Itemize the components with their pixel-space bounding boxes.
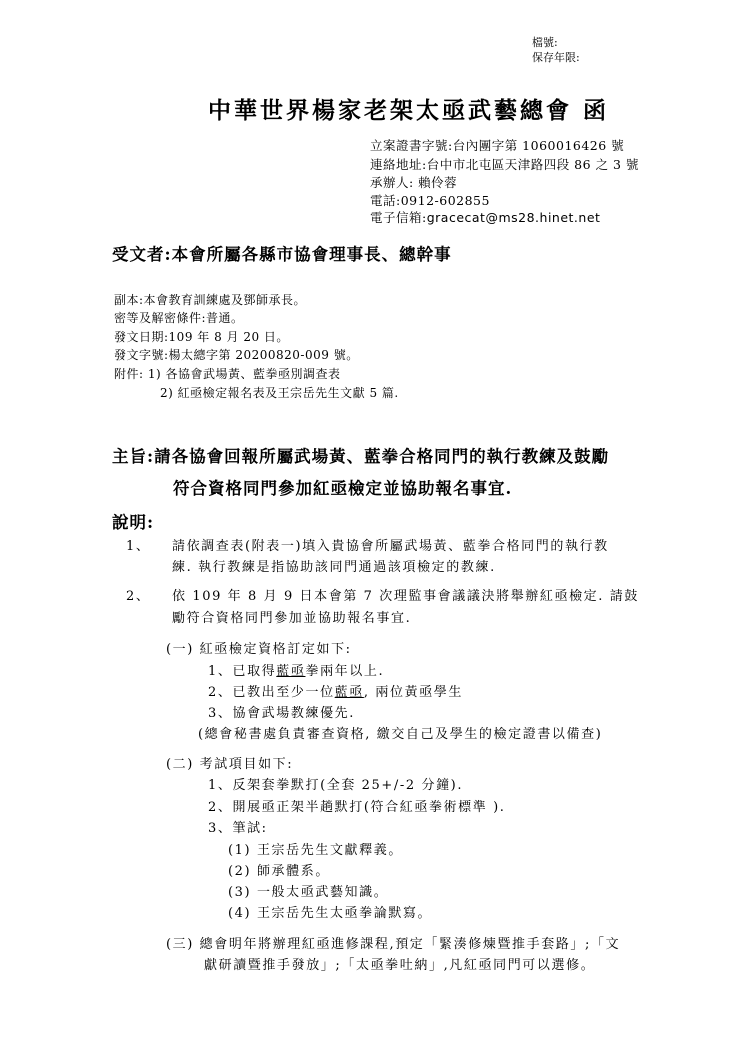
section2-item3: 3、筆試: [208, 821, 268, 836]
section1-heading: (一) 紅亟檢定資格訂定如下: [166, 642, 352, 657]
section2-heading: (二) 考試項目如下: [166, 757, 294, 772]
confidentiality-line: 密等及解密條件:普通。 [114, 311, 244, 325]
section2-subitem1: (1) 王宗岳先生文獻釋義。 [228, 843, 403, 858]
item2-line1: 依 109 年 8 月 9 日本會第 7 次理監事會議議決將舉辦紅亟檢定. 請鼓 [172, 589, 639, 604]
subject-line-2: 符合資格同門參加紅亟檢定並協助報名事宜. [173, 479, 513, 498]
file-number-label: 檔號: [532, 36, 558, 49]
section2-item2: 2、開展亟正架半趟默打(符合紅亟拳術標準 ). [208, 800, 506, 815]
item1-line2: 練. 執行教練是指協助該同門通過該項檢定的教練. [172, 560, 496, 575]
registration-number: 立案證書字號:台內團字第 1060016426 號 [370, 138, 625, 153]
section1-item1-pre: 1、已取得 [208, 664, 277, 679]
contact-handler: 承辦人: 賴伶蓉 [370, 175, 458, 190]
retention-label: 保存年限: [532, 51, 580, 64]
doc-number-line: 發文字號:楊太總字第 20200820-009 號。 [114, 348, 359, 362]
attachments-line-2: 2) 紅亟檢定報名表及王宗岳先生文獻 5 篇. [160, 386, 399, 400]
recipient: 受文者:本會所屬各縣市協會理事長、總幹事 [112, 245, 452, 264]
section1-item2-pre: 2、已教出至少一位 [208, 685, 335, 700]
section1-item1-underlined: 藍亟 [276, 664, 306, 679]
contact-phone: 電話:0912-602855 [370, 193, 490, 208]
section1-item1-post: 拳兩年以上. [305, 664, 385, 679]
section3-line1: (三) 總會明年將辦理紅亟進修課程,預定「緊湊修煉暨推手套路」;「文 [166, 937, 621, 952]
section1-item1 [208, 660, 384, 679]
email-address: gracecat@ms28.hinet.net [426, 210, 601, 225]
section2-subitem2: (2) 師承體系。 [228, 864, 330, 879]
item2-line2: 勵符合資格同門參加並協助報名事宜. [172, 611, 412, 626]
section1-item3: 3、協會武場教練優先. [208, 706, 356, 721]
cc-line: 副本:本會教育訓練處及鄧師承長。 [114, 293, 307, 307]
item1-line1: 請依調查表(附表一)填入貴協會所屬武場黃、藍拳合格同門的執行教 [172, 539, 609, 554]
section1-note: (總會秘書處負責審查資格, 繳交自己及學生的檢定證書以備查) [198, 727, 603, 742]
subject-line-1: 主旨:請各協會回報所屬武場黃、藍拳合格同門的執行教練及鼓勵 [112, 447, 610, 466]
section1-item2-underlined: 藍亟 [334, 685, 364, 700]
section2-subitem4: (4) 王宗岳先生太亟拳論默寫。 [228, 906, 433, 921]
explanation-heading: 說明: [112, 513, 155, 532]
item1-number: 1、 [126, 539, 151, 554]
attachments-line-1: 附件: 1) 各協會武場黃、藍拳亟別調查表 [114, 367, 341, 381]
contact-address: 連絡地址:台中市北屯區天津路四段 86 之 3 號 [370, 157, 639, 172]
contact-email-row [370, 208, 600, 226]
section2-subitem3: (3) 一般太亟武藝知識。 [228, 885, 389, 900]
page-title: 中華世界楊家老架太亟武藝總會 函 [208, 97, 610, 124]
issue-date-line: 發文日期:109 年 8 月 20 日。 [114, 330, 289, 344]
item2-number: 2、 [126, 589, 151, 604]
email-label: 電子信箱: [370, 210, 427, 225]
section1-item2-post: , 兩位黃亟學生 [363, 685, 463, 700]
section1-item2 [208, 681, 463, 700]
section3-line2: 獻研讀暨推手發放」;「太亟拳吐納」,凡紅亟同門可以選修。 [204, 958, 596, 973]
section2-item1: 1、反架套拳默打(全套 25+/-2 分鐘). [208, 778, 464, 793]
